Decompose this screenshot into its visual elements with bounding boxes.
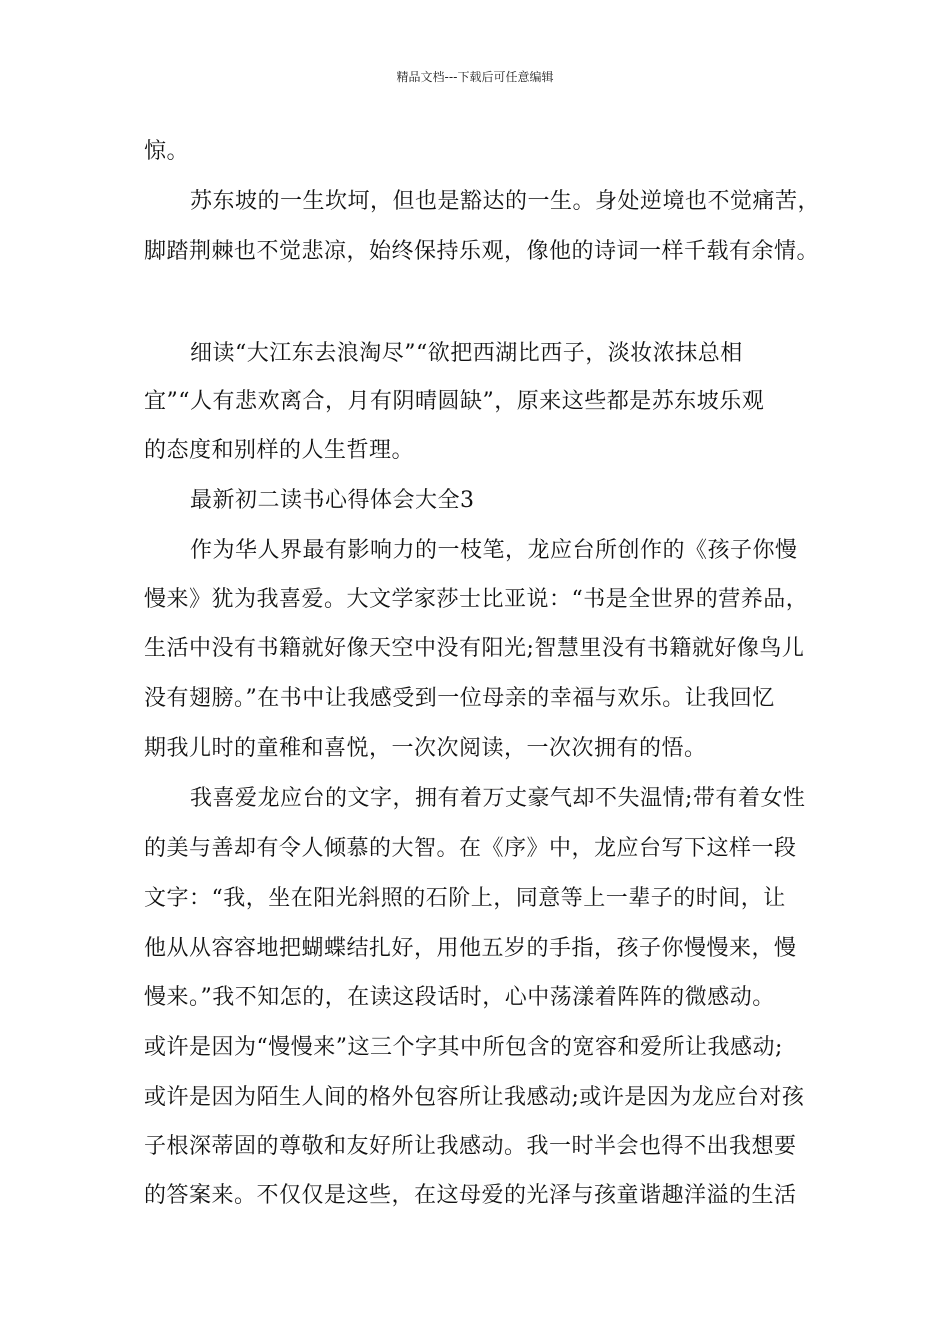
text-line: 子根深蒂固的尊敬和友好所让我感动。我一时半会也得不出我想要 [144, 1134, 797, 1159]
text-line: 的美与善却有令人倾慕的大智。在《序》中，龙应台写下这样一段 [144, 836, 797, 861]
section-heading: 最新初二读书心得体会大全3 [190, 488, 475, 513]
page-header: 精品文档---下载后可任意编辑 [396, 70, 554, 84]
text-line: 慢来》犹为我喜爱。大文学家莎士比亚说：“书是全世界的营养品， [144, 587, 809, 612]
text-line: 宜”“人有悲欢离合，月有阴晴圆缺”，原来这些都是苏东坡乐观 [144, 389, 765, 414]
text-line: 脚踏荆棘也不觉悲凉，始终保持乐观，像他的诗词一样千载有余情。 [144, 239, 820, 264]
text-line: 惊。 [144, 139, 190, 164]
text-line: 期我儿时的童稚和喜悦，一次次阅读，一次次拥有的悟。 [144, 736, 707, 761]
text-line: 没有翅膀。”在书中让我感受到一位母亲的幸福与欢乐。让我回忆 [144, 686, 775, 711]
text-line: 作为华人界最有影响力的一枝笔，龙应台所创作的《孩子你慢 [190, 538, 798, 563]
text-line: 的答案来。不仅仅是这些，在这母爱的光泽与孩童谐趣洋溢的生活 [144, 1183, 797, 1208]
text-line: 我喜爱龙应台的文字，拥有着万丈豪气却不失温情;带有着女性 [190, 786, 806, 811]
text-line: 他从从容容地把蝴蝶结扎好，用他五岁的手指，孩子你慢慢来，慢 [144, 936, 797, 961]
text-line: 苏东坡的一生坎坷，但也是豁达的一生。身处逆境也不觉痛苦， [190, 189, 821, 214]
text-line: 细读“大江东去浪淘尽”“欲把西湖比西子，淡妆浓抹总相 [190, 341, 743, 366]
text-line: 慢来。”我不知怎的，在读这段话时，心中荡漾着阵阵的微感动。 [144, 985, 775, 1010]
text-line: 生活中没有书籍就好像天空中没有阳光;智慧里没有书籍就好像鸟儿 [144, 636, 805, 661]
text-line: 或许是因为“慢慢来”这三个字其中所包含的宽容和爱所让我感动; [144, 1035, 783, 1060]
text-line: 文字：“我，坐在阳光斜照的石阶上，同意等上一辈子的时间，让 [144, 886, 786, 911]
text-line: 的态度和别样的人生哲理。 [144, 438, 415, 463]
text-line: 或许是因为陌生人间的格外包容所让我感动;或许是因为龙应台对孩 [144, 1085, 805, 1110]
